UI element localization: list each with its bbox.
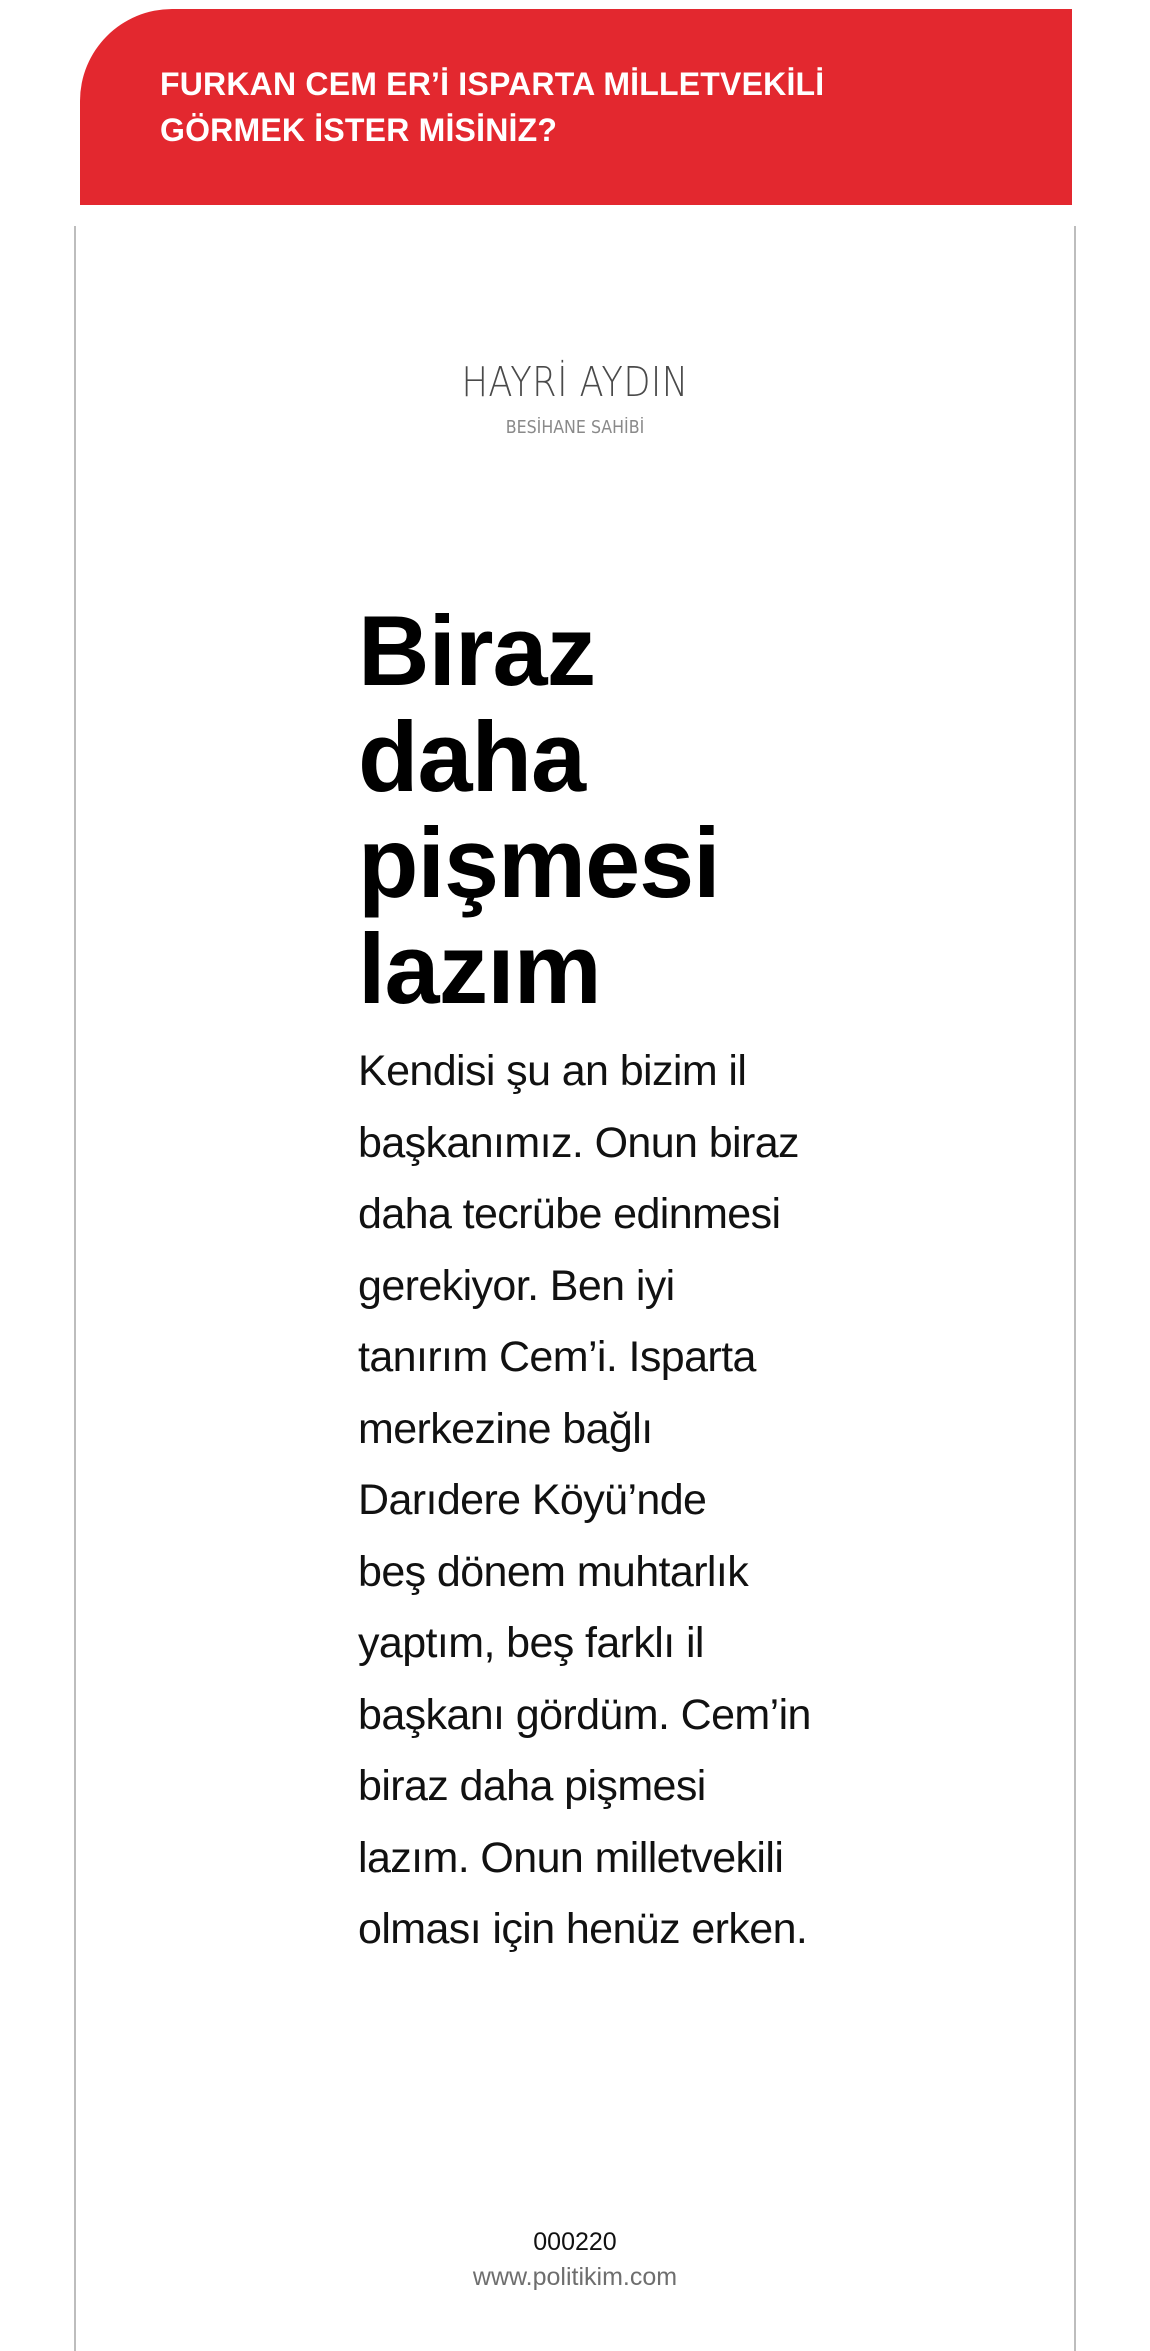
right-border-line (1074, 226, 1076, 2351)
respondent-role: BESİHANE SAHİBİ (505, 417, 645, 438)
answer-body (358, 1036, 918, 1966)
body-line: Kendisi şu an bizim il (358, 1047, 747, 1095)
body-line: beş dönem muhtarlık (358, 1547, 749, 1596)
body-line: lazım. Onun milletvekili (358, 1833, 784, 1882)
respondent-name: HAYRİ AYDIN (461, 358, 689, 406)
left-border-line (74, 226, 76, 2351)
body-line: tanırım Cem’i. Isparta (358, 1333, 756, 1381)
body-line: gerekiyor. Ben iyi (358, 1261, 675, 1310)
body-line: biraz daha pişmesi (358, 1762, 706, 1810)
body-line: olması için henüz erken. (358, 1905, 808, 1953)
question-line-1: FURKAN CEM ER’İ ISPARTA MİLLETVEKİLİ (160, 66, 825, 102)
card-code: 000220 (533, 2228, 617, 2256)
headline-line: pişmesi (358, 807, 720, 918)
question-banner (80, 9, 1072, 205)
body-line: merkezine bağlı (358, 1404, 653, 1453)
question-line-2: GÖRMEK İSTER MİSİNİZ? (160, 112, 558, 148)
body-line: Darıdere Köyü’nde (358, 1476, 707, 1524)
answer-headline (358, 595, 918, 1024)
body-line: yaptım, beş farklı il (358, 1619, 704, 1667)
body-line: daha tecrübe edinmesi (358, 1190, 781, 1238)
body-line: başkanımız. Onun biraz (358, 1118, 799, 1167)
website-url: www.politikim.com (472, 2263, 678, 2291)
headline-line: lazım (358, 913, 601, 1024)
headline-line: Biraz (358, 595, 596, 706)
headline-line: daha (358, 701, 586, 812)
body-line: başkanı gördüm. Cem’in (358, 1690, 811, 1739)
